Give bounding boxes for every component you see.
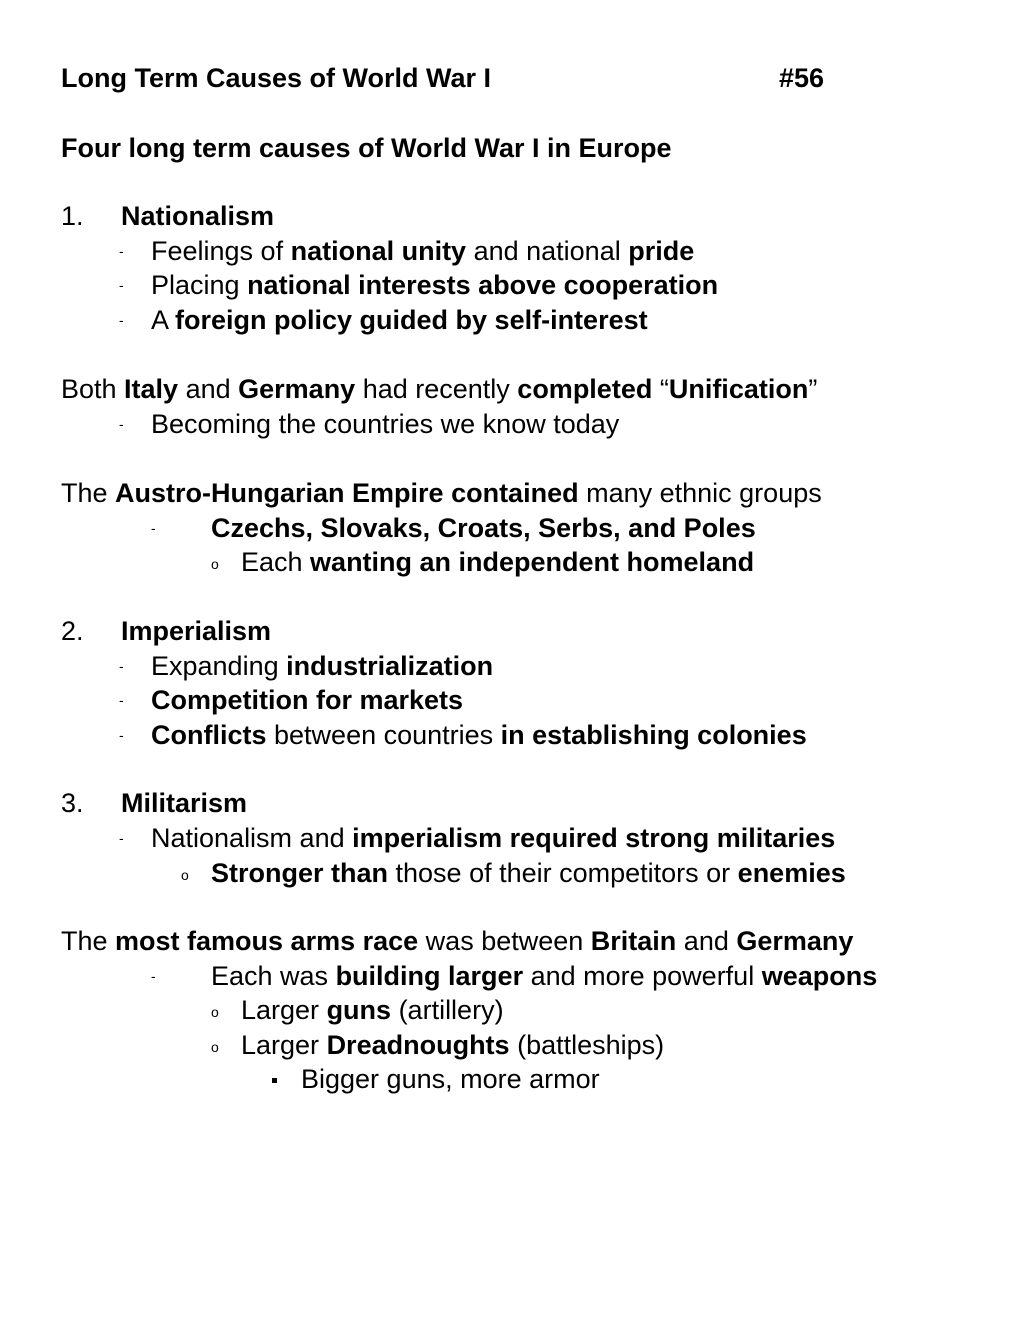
militarism-subpoint-1: Stronger than those of their competitors or enemies bbox=[211, 858, 846, 888]
arms-race-subpoint-1: Larger guns (artillery) bbox=[241, 995, 504, 1025]
austro-paragraph: The Austro-Hungarian Empire contained many ethnic groups bbox=[61, 478, 822, 508]
arms-race-point-1: Each was building larger and more powerful weapons bbox=[211, 961, 878, 991]
bullet-dash: - bbox=[119, 658, 124, 674]
bullet-circle: o bbox=[211, 1039, 219, 1055]
imperialism-point-1: Expanding industrialization bbox=[151, 651, 494, 681]
imperialism-point-2: Competition for markets bbox=[151, 685, 464, 715]
nationalism-point-2: Placing national interests above cooperation bbox=[151, 270, 719, 300]
unification-point-1: Becoming the countries we know today bbox=[151, 409, 620, 439]
subtitle: Four long term causes of World War I in Europe bbox=[61, 133, 672, 163]
bullet-dash: - bbox=[119, 416, 124, 432]
item-number-1: 1. bbox=[61, 201, 84, 231]
bullet-dash: - bbox=[119, 277, 124, 293]
imperialism-point-3: Conflicts between countries in establishing colonies bbox=[151, 720, 807, 750]
unification-paragraph: Both Italy and Germany had recently completed “Unification” bbox=[61, 374, 818, 404]
arms-race-subsubpoint-1: Bigger guns, more armor bbox=[301, 1064, 600, 1094]
bullet-dash: - bbox=[119, 692, 124, 708]
bullet-dash: - bbox=[151, 968, 156, 984]
arms-race-paragraph: The most famous arms race was between Britain and Germany bbox=[61, 926, 854, 956]
bullet-square bbox=[272, 1078, 277, 1083]
nationalism-point-3: A foreign policy guided by self-interest bbox=[151, 305, 648, 335]
page-number: #56 bbox=[779, 63, 825, 93]
bullet-dash: - bbox=[119, 243, 124, 259]
item-number-3: 3. bbox=[61, 788, 84, 818]
arms-race-subpoint-2: Larger Dreadnoughts (battleships) bbox=[241, 1030, 665, 1060]
bullet-dash: - bbox=[151, 520, 156, 536]
bullet-circle: o bbox=[211, 1004, 219, 1020]
austro-point-1: Czechs, Slovaks, Croats, Serbs, and Poles bbox=[211, 513, 756, 543]
page-title: Long Term Causes of World War I bbox=[61, 63, 492, 93]
item-number-2: 2. bbox=[61, 616, 84, 646]
bullet-circle: o bbox=[181, 867, 189, 883]
bullet-dash: - bbox=[119, 312, 124, 328]
bullet-dash: - bbox=[119, 830, 124, 846]
militarism-point-1: Nationalism and imperialism required strong militaries bbox=[151, 823, 836, 853]
heading-militarism: Militarism bbox=[121, 788, 248, 818]
heading-nationalism: Nationalism bbox=[121, 201, 275, 231]
heading-imperialism: Imperialism bbox=[121, 616, 272, 646]
bullet-dash: - bbox=[119, 727, 124, 743]
austro-subpoint-1: Each wanting an independent homeland bbox=[241, 547, 755, 577]
nationalism-point-1: Feelings of national unity and national pride bbox=[151, 236, 695, 266]
bullet-circle: o bbox=[211, 556, 219, 572]
